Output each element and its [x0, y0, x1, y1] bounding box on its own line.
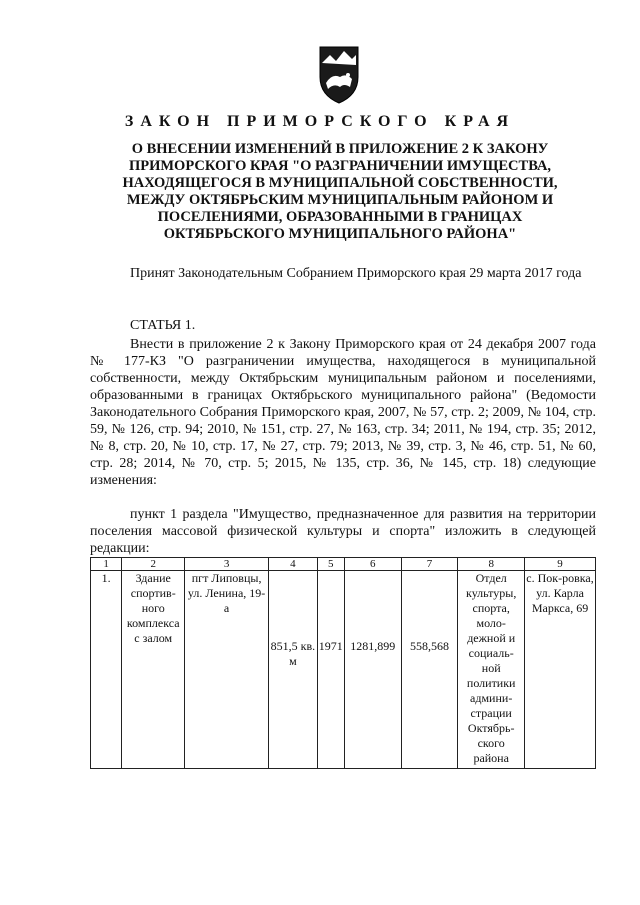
property-table — [90, 557, 596, 769]
table-header-cell: 7 — [401, 558, 458, 571]
table-header-cell: 6 — [344, 558, 401, 571]
cell-area — [269, 571, 318, 769]
table-header-cell: 9 — [525, 558, 596, 571]
law-title: ЗАКОН ПРИМОРСКОГО КРАЯ — [124, 113, 516, 130]
cell-number: 1. — [91, 571, 122, 769]
table-row — [91, 571, 596, 769]
cell-recipient-address: с. Пок-ровка, ул. Карла Маркса, 69 — [525, 571, 596, 769]
article-text: Внести в приложение 2 к Закону Приморского края от 24 декабря 2007 года № 177-КЗ "О разграничении имущества, находящегося в муниципальной собственности, между Октябрьским муниципальным районом и поселениями, образованными в границах Октябрьского муниципального района" (Ведомости Законодательного Собрания Приморского края, 2007, № 57, стр. 2; 2009, № 104, стр. 59, № 126, стр. 94; 2010, № 151, стр. 27, № 163, стр. 34; 2011, № 194, стр. 35; 2012, № 8, стр. 20, № 10, стр. 17, № 27, стр. 79; 2013, № 39, стр. 3, № 46, стр. 51, № 60, стр. 28; 2014, № 70, стр. 5; 2015, № 135, стр. 36, № 145, стр. 18) следующие изменения: — [90, 337, 596, 488]
subtitle-line: ПОСЕЛЕНИЯМИ, ОБРАЗОВАННЫМИ В ГРАНИЦАХ — [157, 209, 523, 225]
cell-year — [317, 571, 344, 769]
subtitle-line: ПРИМОРСКОГО КРАЯ "О РАЗГРАНИЧЕНИИ ИМУЩЕСТВА, — [128, 158, 552, 174]
cell-residual-value-text: 558,568 — [409, 639, 449, 653]
subtitle-line: МЕЖДУ ОКТЯБРЬСКИМ МУНИЦИПАЛЬНЫМ РАЙОНОМ И — [126, 192, 554, 208]
law-subtitle — [80, 141, 600, 243]
table-header-cell: 4 — [269, 558, 318, 571]
article-heading: СТАТЬЯ 1. — [130, 318, 196, 333]
cell-year-text: 1971 — [318, 639, 343, 653]
point-text: пункт 1 раздела "Имущество, предназначенное для развития на территории поселения массовой физической культуры и спорта" изложить в следующей редакции: — [90, 507, 596, 556]
table-header-cell: 3 — [185, 558, 269, 571]
adoption-statement: Принят Законодательным Собранием Приморского края 29 марта 2017 года — [130, 266, 582, 281]
cell-book-value-text: 1281,899 — [350, 639, 396, 653]
table-header-cell: 2 — [122, 558, 185, 571]
cell-holder: Отдел культуры, спорта, моло-дежной и социаль-ной политики админи-страции Октябрь-ского района — [458, 571, 525, 769]
table-header-cell: 8 — [458, 558, 525, 571]
table-header-cell: 1 — [91, 558, 122, 571]
cell-residual-value — [401, 571, 458, 769]
cell-book-value — [344, 571, 401, 769]
table-header-cell: 5 — [317, 558, 344, 571]
subtitle-line: ОКТЯБРЬСКОГО МУНИЦИПАЛЬНОГО РАЙОНА" — [163, 226, 517, 242]
subtitle-line: НАХОДЯЩЕГОСЯ В МУНИЦИПАЛЬНОЙ СОБСТВЕННОСТИ, — [122, 175, 558, 191]
table-header-row — [91, 558, 596, 571]
coat-of-arms-icon — [314, 43, 364, 105]
cell-object-name: Здание спортив-ного комплекса с залом — [122, 571, 185, 769]
subtitle-line: О ВНЕСЕНИИ ИЗМЕНЕНИЙ В ПРИЛОЖЕНИЕ 2 К ЗАКОНУ — [131, 141, 549, 157]
cell-area-text: 851,5 кв. м — [270, 639, 316, 668]
cell-address: пгт Липовцы, ул. Ленина, 19-а — [185, 571, 269, 769]
